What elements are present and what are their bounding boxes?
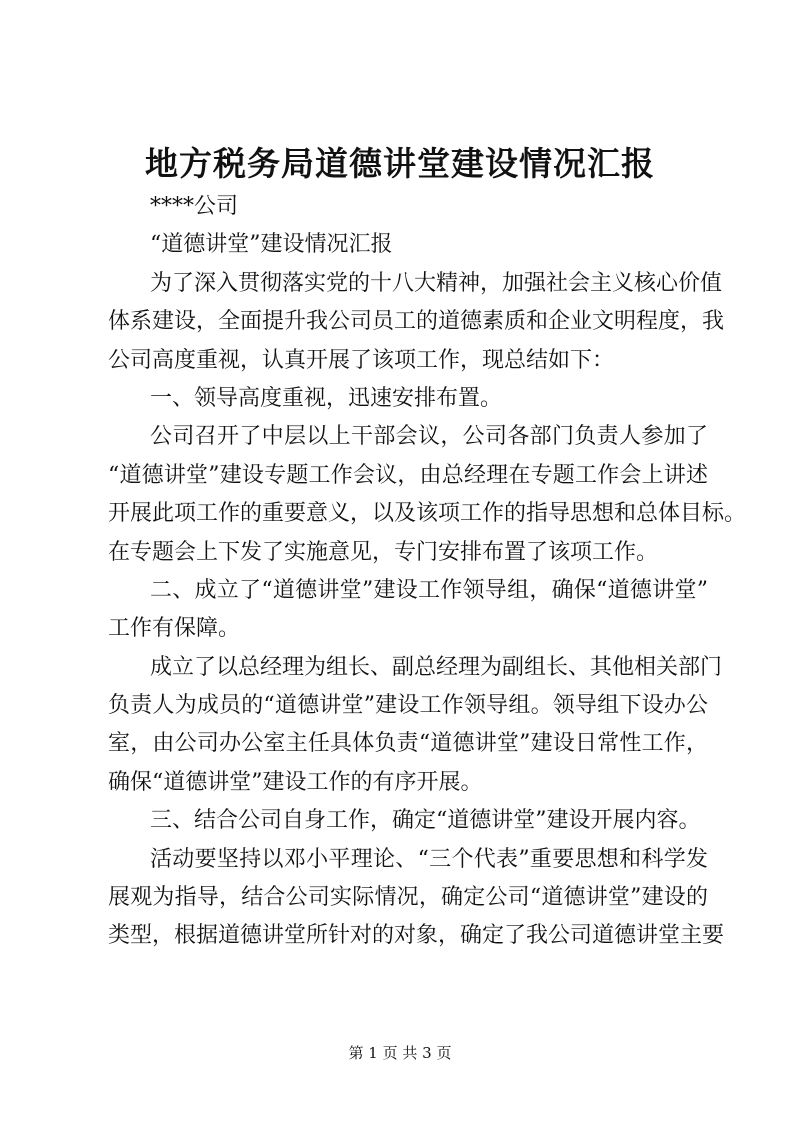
document-title: 地方税务局道德讲堂建设情况汇报 xyxy=(145,144,655,183)
paragraph-line: 公司召开了中层以上干部会议，公司各部门负责人参加了 xyxy=(150,424,708,450)
paragraph-line: “道德讲堂”建设专题工作会议，由总经理在专题工作会上讲述 xyxy=(108,462,708,488)
paragraph-line: 类型，根据道德讲堂所针对的对象，确定了我公司道德讲堂主要 xyxy=(108,923,725,949)
paragraph-line: 室，由公司办公室主任具体负责“道德讲堂”建设日常性工作， xyxy=(108,731,708,757)
page-number-footer: 第 1 页 共 3 页 xyxy=(348,1044,452,1062)
section-heading-2-cont: 工作有保障。 xyxy=(108,616,241,642)
paragraph-line: 活动要坚持以邓小平理论、“三个代表”重要思想和科学发 xyxy=(150,846,708,872)
paragraph-line: 开展此项工作的重要意义，以及该项工作的指导思想和总体目标。 xyxy=(108,501,747,527)
paragraph-line: 负责人为成员的“道德讲堂”建设工作领导组。领导组下设办公 xyxy=(108,693,708,719)
paragraph-line: 确保“道德讲堂”建设工作的有序开展。 xyxy=(108,769,483,795)
paragraph-line: 体系建设，全面提升我公司员工的道德素质和企业文明程度，我 xyxy=(108,309,725,335)
paragraph-line: 展观为指导，结合公司实际情况，确定公司“道德讲堂”建设的 xyxy=(108,885,708,911)
report-subtitle: “道德讲堂”建设情况汇报 xyxy=(150,232,393,258)
company-line: ****公司 xyxy=(150,194,239,219)
paragraph-line: 在专题会上下发了实施意见，专门安排布置了该项工作。 xyxy=(108,539,659,565)
paragraph-line: 成立了以总经理为组长、副总经理为副组长、其他相关部门 xyxy=(150,654,723,680)
document-body xyxy=(108,188,747,956)
section-heading-2: 二、成立了“道德讲堂”建设工作领导组，确保“道德讲堂” xyxy=(150,577,708,603)
paragraph-line: 公司高度重视，认真开展了该项工作，现总结如下： xyxy=(108,347,615,373)
paragraph-line: 为了深入贯彻落实党的十八大精神，加强社会主义核心价值 xyxy=(150,270,723,296)
section-heading-1: 一、领导高度重视，迅速安排布置。 xyxy=(150,385,503,411)
section-heading-3: 三、结合公司自身工作，确定“道德讲堂”建设开展内容。 xyxy=(150,808,701,834)
